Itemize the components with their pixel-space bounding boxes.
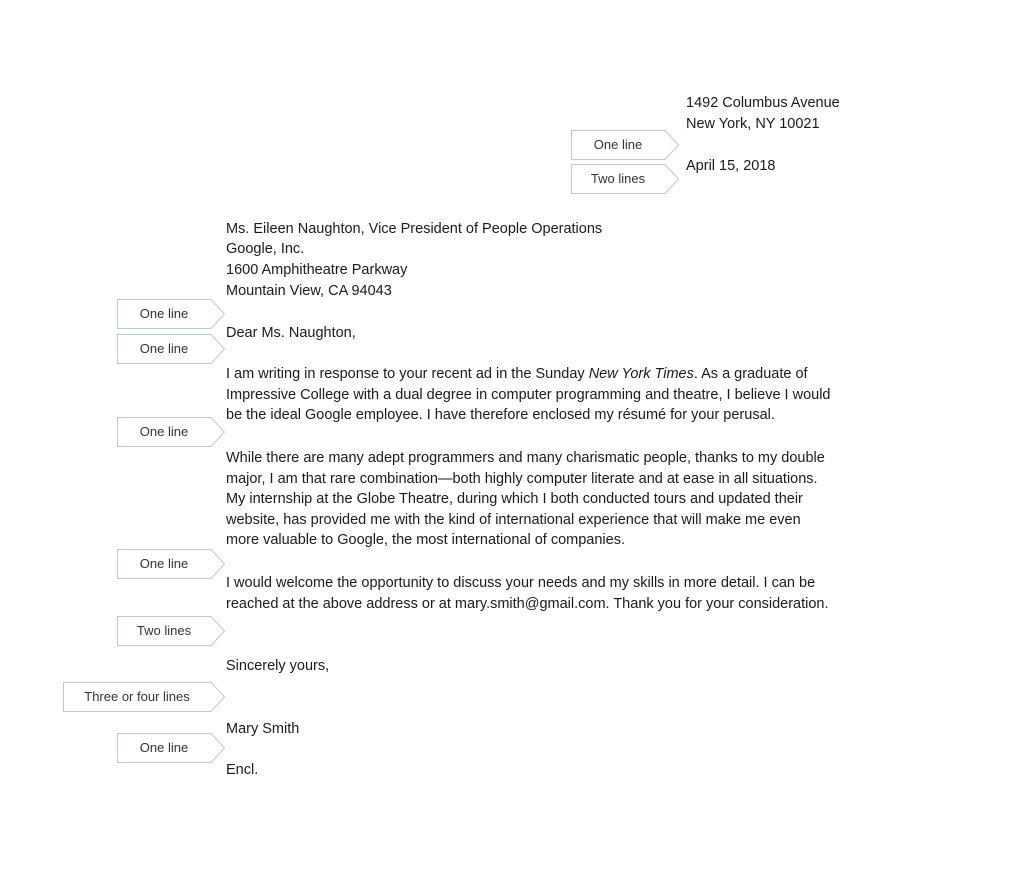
recipient-name-title: Ms. Eileen Naughton, Vice President of People Operations — [226, 221, 603, 237]
spacing-callout-after-salutation: One line — [117, 334, 225, 364]
spacing-callout-after-paragraph-1: One line — [117, 417, 225, 447]
paragraph-3 — [226, 573, 906, 614]
paragraph-3-line: reached at the above address or at mary.smith@gmail.com. Thank you for your consideration. — [226, 595, 829, 612]
spacing-callout-after-address: One line — [571, 130, 679, 160]
paragraph-3-line: I would welcome the opportunity to discuss your needs and my skills in more detail. I can be — [226, 575, 816, 591]
salutation: Dear Ms. Naughton, — [226, 325, 356, 341]
paragraph-2 — [226, 448, 906, 551]
paragraph-2-line: major, I am that rare combination—both highly computer literate and at ease in all situations. — [226, 470, 818, 487]
spacing-callout-after-closing: Three or four lines — [63, 682, 225, 712]
newspaper-title: New York Times — [588, 366, 694, 382]
paragraph-2-line: website, has provided me with the kind of international experience that will make me even — [226, 511, 801, 528]
recipient-city: Mountain View, CA 94043 — [226, 283, 392, 299]
paragraph-1-line-2: Impressive College with a dual degree in computer programming and theatre, I believe I would — [226, 386, 831, 403]
paragraph-1-line-1: I am writing in response to your recent ad in the Sunday New York Times. As a graduate of — [226, 366, 808, 382]
paragraph-1-line-3: be the ideal Google employee. I have therefore enclosed my résumé for your perusal. — [226, 407, 775, 424]
spacing-callout-after-paragraph-3: Two lines — [117, 616, 225, 646]
paragraph-2-line: While there are many adept programmers and many charismatic people, thanks to my double — [226, 450, 825, 466]
spacing-callout-after-name: One line — [117, 733, 225, 763]
spacing-callout-after-recipient: One line — [117, 299, 225, 329]
recipient-street: 1600 Amphitheatre Parkway — [226, 262, 408, 278]
recipient-company: Google, Inc. — [226, 241, 305, 257]
signature-name: Mary Smith — [226, 721, 300, 737]
return-city: New York, NY 10021 — [686, 116, 820, 132]
closing: Sincerely yours, — [226, 658, 330, 674]
paragraph-2-line: My internship at the Globe Theatre, during which I both conducted tours and updated their — [226, 491, 803, 508]
spacing-callout-after-date: Two lines — [571, 164, 679, 194]
paragraph-2-line: more valuable to Google, the most international of companies. — [226, 532, 625, 549]
letter-date: April 15, 2018 — [686, 158, 776, 174]
return-street: 1492 Columbus Avenue — [686, 95, 840, 111]
enclosure: Encl. — [226, 762, 259, 778]
spacing-callout-after-paragraph-2: One line — [117, 549, 225, 579]
paragraph-1 — [226, 364, 906, 426]
